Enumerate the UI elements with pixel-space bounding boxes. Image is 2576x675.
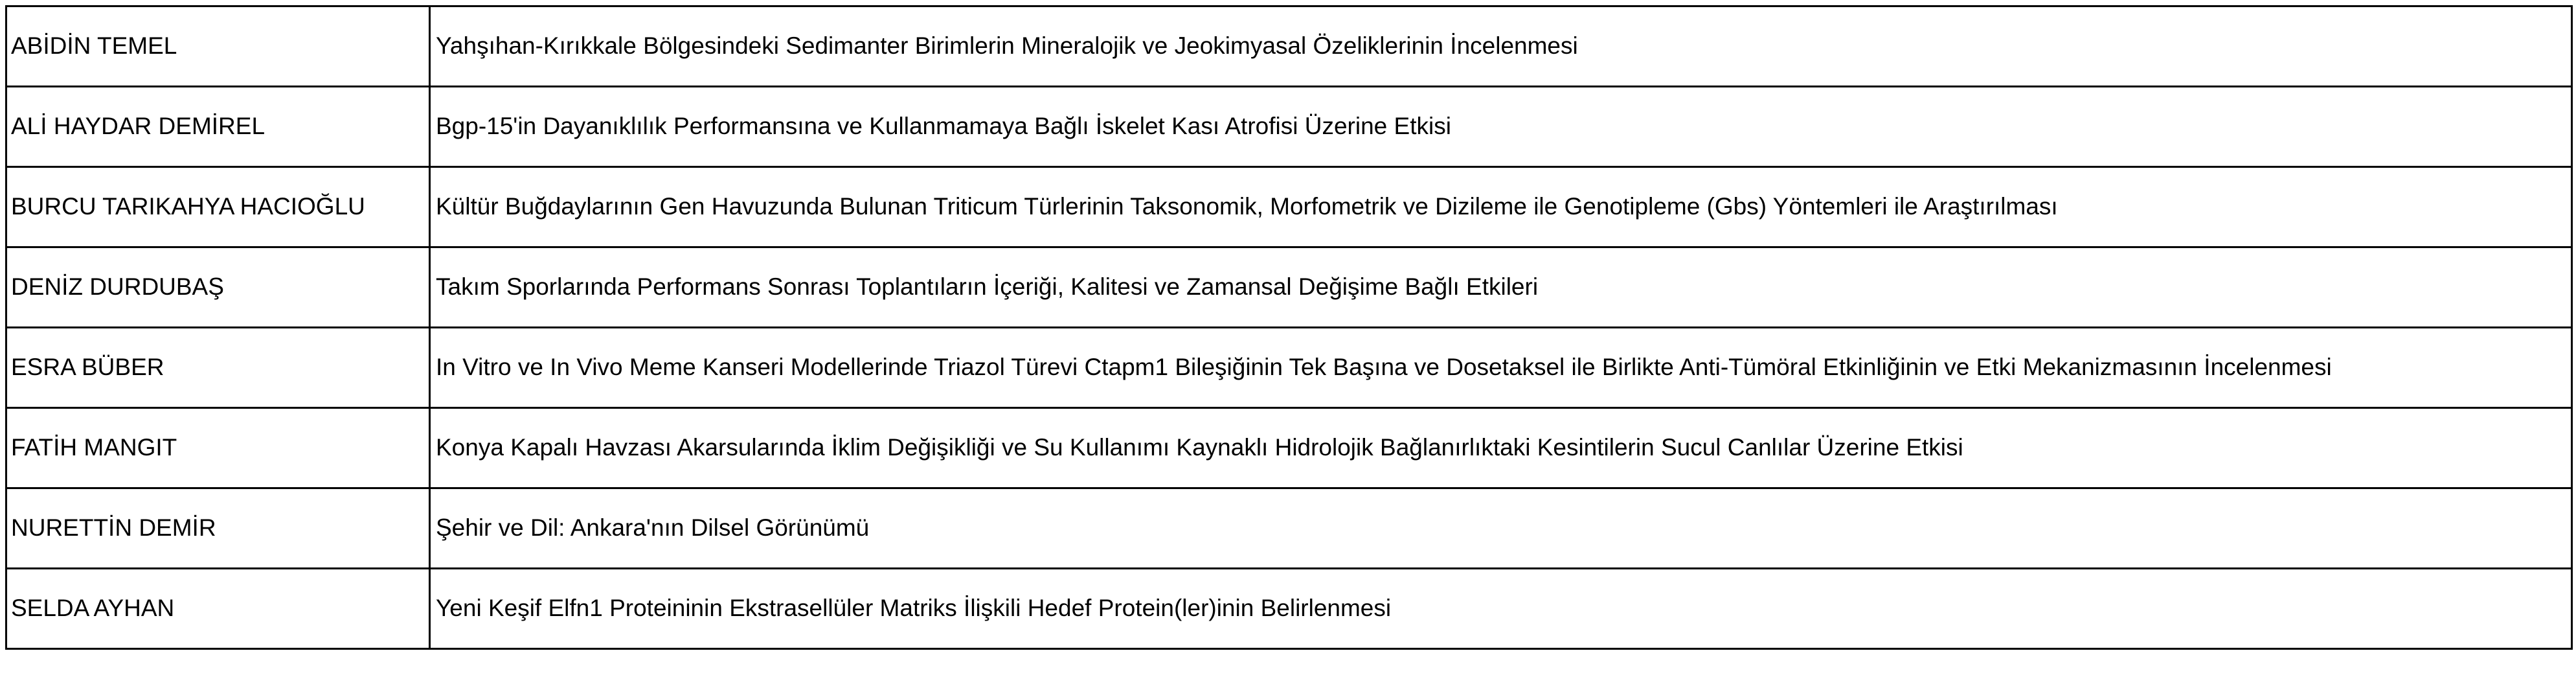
project-title-cell: Kültür Buğdaylarının Gen Havuzunda Bulunan Triticum Türlerinin Taksonomik, Morfometrik ve Dizileme ile Genotipleme (Gbs) Yöntemleri ile Araştırılması: [430, 167, 2572, 247]
researcher-name-cell: ESRA BÜBER: [6, 328, 430, 408]
researcher-name-cell: ALİ HAYDAR DEMİREL: [6, 87, 430, 167]
project-title-cell: Yeni Keşif Elfn1 Proteininin Ekstrasellüler Matriks İlişkili Hedef Protein(ler)inin Belirlenmesi: [430, 569, 2572, 649]
researcher-name-cell: ABİDİN TEMEL: [6, 6, 430, 87]
researcher-name-cell: SELDA AYHAN: [6, 569, 430, 649]
project-title-cell: Bgp-15'in Dayanıklılık Performansına ve Kullanmamaya Bağlı İskelet Kası Atrofisi Üzerine Etkisi: [430, 87, 2572, 167]
researcher-name-cell: NURETTİN DEMİR: [6, 488, 430, 569]
project-title-cell: Konya Kapalı Havzası Akarsularında İklim Değişikliği ve Su Kullanımı Kaynaklı Hidrolojik Bağlanırlıktaki Kesintilerin Sucul Canlılar Üzerine Etkisi: [430, 408, 2572, 488]
table-row: [6, 408, 2572, 488]
project-table-container: [5, 5, 2571, 650]
table-row: [6, 328, 2572, 408]
researcher-name-cell: FATİH MANGIT: [6, 408, 430, 488]
project-title-cell: Şehir ve Dil: Ankara'nın Dilsel Görünümü: [430, 488, 2572, 569]
project-title-cell: Yahşıhan-Kırıkkale Bölgesindeki Sedimanter Birimlerin Mineralojik ve Jeokimyasal Özeliklerinin İncelenmesi: [430, 6, 2572, 87]
table-row: [6, 167, 2572, 247]
researcher-name-cell: DENİZ DURDUBAŞ: [6, 247, 430, 328]
project-table-body: [6, 6, 2572, 649]
table-row: [6, 247, 2572, 328]
project-title-cell: Takım Sporlarında Performans Sonrası Toplantıların İçeriği, Kalitesi ve Zamansal Değişime Bağlı Etkileri: [430, 247, 2572, 328]
researcher-name-cell: BURCU TARIKAHYA HACIOĞLU: [6, 167, 430, 247]
table-row: [6, 569, 2572, 649]
table-row: [6, 87, 2572, 167]
project-table: [5, 5, 2573, 650]
table-row: [6, 488, 2572, 569]
project-title-cell: In Vitro ve In Vivo Meme Kanseri Modellerinde Triazol Türevi Ctapm1 Bileşiğinin Tek Başına ve Dosetaksel ile Birlikte Anti-Tümöral Etkinliğinin ve Etki Mekanizmasının İncelenmesi: [430, 328, 2572, 408]
table-row: [6, 6, 2572, 87]
